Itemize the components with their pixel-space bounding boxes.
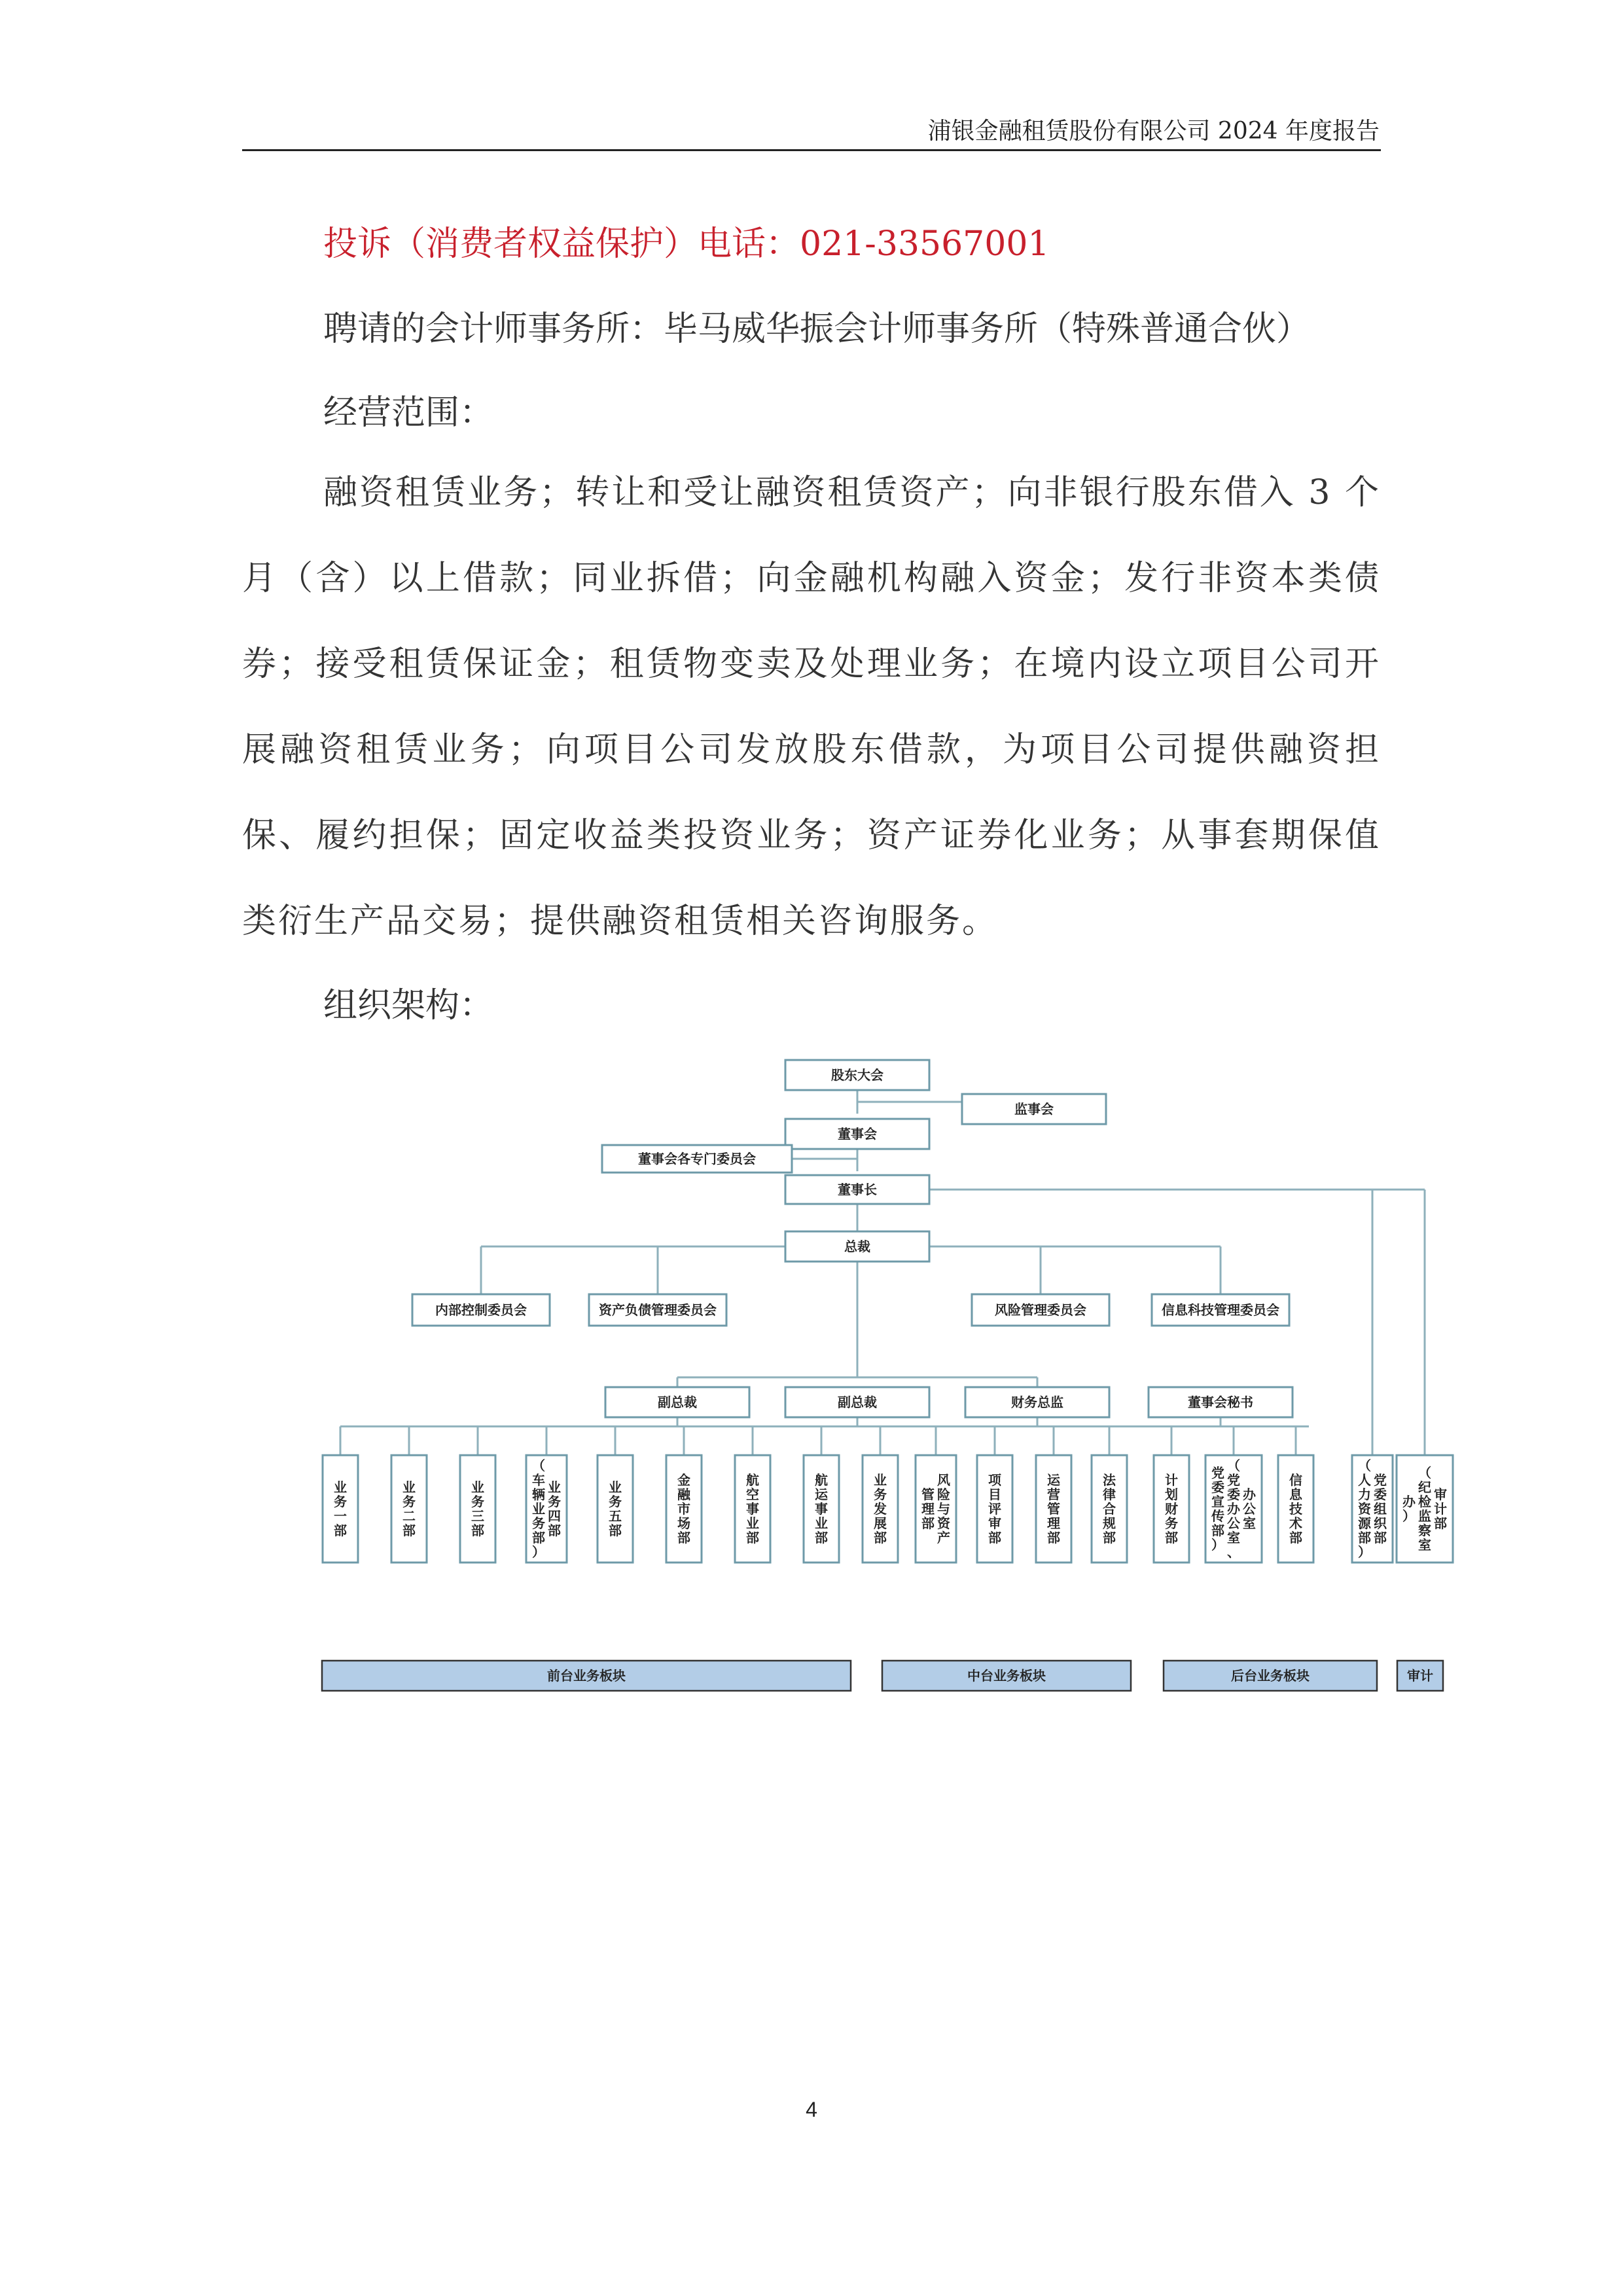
department-label-char: 部 xyxy=(532,1530,545,1545)
node-president xyxy=(785,1231,929,1262)
department-label-char: 部 xyxy=(921,1515,935,1531)
department-label-char: 部 xyxy=(1358,1530,1371,1545)
department-label-char: 运 xyxy=(815,1487,828,1502)
department-label-char: 项 xyxy=(988,1472,1001,1488)
department-label-char: 织 xyxy=(1374,1515,1387,1531)
department-label-char: 委 xyxy=(1227,1487,1240,1502)
node-officer xyxy=(785,1387,929,1417)
header-divider xyxy=(242,149,1381,151)
segment-middle-office xyxy=(882,1661,1131,1691)
svg-text:内部控制委员会: 内部控制委员会 xyxy=(435,1302,527,1318)
department-label-char: 运 xyxy=(1047,1472,1060,1488)
department-label-char: （ xyxy=(1418,1465,1431,1481)
department-label-char: （ xyxy=(1227,1458,1240,1474)
segment-back-office xyxy=(1164,1661,1377,1691)
department-label-char: 部 xyxy=(746,1530,759,1545)
department-label-char: 察 xyxy=(1418,1523,1431,1538)
department-label-char: 委 xyxy=(1211,1479,1224,1495)
department-label-char: 部 xyxy=(988,1530,1001,1545)
department-box xyxy=(1154,1455,1189,1563)
department-label-char: 合 xyxy=(1103,1501,1116,1517)
department-label-char: 航 xyxy=(815,1472,828,1488)
department-label-char: 检 xyxy=(1418,1494,1431,1510)
department-label-char: 部 xyxy=(1434,1515,1447,1531)
department-label-char: 组 xyxy=(1374,1501,1387,1517)
department-label-char: 理 xyxy=(921,1501,935,1517)
node-officer xyxy=(1149,1387,1293,1417)
department-label-char: 航 xyxy=(746,1472,759,1488)
department-label-char: （ xyxy=(1358,1458,1371,1474)
department-box xyxy=(977,1455,1012,1563)
svg-text:审计: 审计 xyxy=(1407,1668,1433,1684)
department-label-char: 法 xyxy=(1103,1472,1116,1488)
department-label-char: 计 xyxy=(1434,1501,1447,1517)
department-label-char: 部 xyxy=(402,1523,416,1538)
department-label-char: 务 xyxy=(471,1494,484,1510)
department-label-char: 办 xyxy=(1402,1494,1416,1510)
department-box xyxy=(916,1455,956,1563)
department-label-char: 审 xyxy=(1434,1487,1447,1502)
department-label-char: 部 xyxy=(815,1530,828,1545)
svg-text:董事长: 董事长 xyxy=(838,1182,877,1197)
running-header: 浦银金融租赁股份有限公司 2024 年度报告 xyxy=(927,118,1380,145)
department-label-char: 业 xyxy=(402,1479,416,1495)
department-label-char: 党 xyxy=(1227,1472,1240,1488)
svg-text:董事会秘书: 董事会秘书 xyxy=(1188,1394,1253,1410)
department-label-char: 管 xyxy=(921,1487,935,1502)
department-label-char: （ xyxy=(532,1458,545,1474)
department-label-char: 规 xyxy=(1103,1515,1116,1531)
department-label-char: 空 xyxy=(746,1487,759,1502)
node-officer xyxy=(965,1387,1109,1417)
complaint-phone-line: 投诉（消费者权益保护）电话：021-33567001 xyxy=(323,224,1050,264)
department-label-char: 部 xyxy=(874,1530,887,1545)
department-label-char: 办 xyxy=(1227,1501,1240,1517)
department-box xyxy=(863,1455,898,1563)
svg-text:前台业务板块: 前台业务板块 xyxy=(547,1668,626,1684)
department-label-char: 产 xyxy=(937,1530,950,1545)
department-box xyxy=(804,1455,839,1563)
svg-text:中台业务板块: 中台业务板块 xyxy=(967,1668,1046,1684)
department-label-char: 三 xyxy=(471,1508,484,1524)
department-label-char: 计 xyxy=(1165,1472,1178,1488)
department-label-char: 监 xyxy=(1418,1508,1431,1524)
department-label-char: 部 xyxy=(1103,1530,1116,1545)
department-label-char: 务 xyxy=(532,1515,545,1531)
department-label-char: ） xyxy=(1402,1508,1416,1524)
department-label-char: 人 xyxy=(1358,1472,1371,1488)
department-label-char: 律 xyxy=(1103,1487,1116,1502)
department-label-char: 业 xyxy=(746,1515,759,1531)
department-box xyxy=(1278,1455,1313,1563)
department-label-char: 办 xyxy=(1243,1487,1256,1502)
department-label-char: 室 xyxy=(1243,1515,1256,1531)
node-shareholders xyxy=(785,1060,929,1090)
department-label-char: 业 xyxy=(815,1515,828,1531)
department-label-char: 力 xyxy=(1358,1487,1371,1502)
department-label-char: 五 xyxy=(609,1508,622,1524)
svg-text:信息科技管理委员会: 信息科技管理委员会 xyxy=(1162,1302,1279,1318)
department-label-char: 务 xyxy=(1165,1515,1178,1531)
business-scope-label: 经营范围： xyxy=(323,393,494,433)
department-label-char: 党 xyxy=(1211,1465,1224,1481)
department-label-char: 业 xyxy=(334,1479,347,1495)
department-box xyxy=(1397,1455,1453,1563)
segment-front-office xyxy=(322,1661,851,1691)
business-scope-paragraph: 融资租赁业务；转让和受让融资租赁资产；向非银行股东借入 3 个月（含）以上借款；同业拆借；向金融机构融入资金；发行非资本类债券；接受租赁保证金；租赁物变卖及处理业务；在境内设立项目公司开展融资租赁业务；向项目公司发放股东借款，为项目公司提供融资担保、履约担保；固定收益类投资业务；资产证券化业务；从事套期保值类衍生产品交易；提供融资租赁相关咨询服务。 xyxy=(242,473,1381,941)
department-label-char: 理 xyxy=(1047,1515,1060,1531)
department-label-char: 评 xyxy=(988,1501,1001,1517)
svg-text:资产负债管理委员会: 资产负债管理委员会 xyxy=(599,1302,717,1318)
svg-text:风险管理委员会: 风险管理委员会 xyxy=(995,1302,1086,1318)
segment-audit xyxy=(1397,1661,1443,1691)
department-label-char: 部 xyxy=(471,1523,484,1538)
department-label-char: 发 xyxy=(874,1501,887,1517)
department-label-char: 金 xyxy=(677,1472,690,1488)
department-box xyxy=(1205,1455,1262,1563)
department-label-char: 宣 xyxy=(1211,1494,1224,1510)
department-label-char: 风 xyxy=(937,1472,950,1488)
department-label-char: 务 xyxy=(874,1487,887,1502)
department-box xyxy=(1352,1455,1393,1563)
svg-text:监事会: 监事会 xyxy=(1014,1101,1054,1117)
department-label-char: 部 xyxy=(1374,1530,1387,1545)
accounting-firm-line: 聘请的会计师事务所：毕马威华振会计师事务所（特殊普通合伙） xyxy=(323,309,1311,349)
org-chart-svg xyxy=(321,1047,1472,1721)
department-label-char: 展 xyxy=(874,1515,887,1531)
svg-text:总裁: 总裁 xyxy=(844,1239,870,1254)
department-label-char: 事 xyxy=(815,1501,828,1517)
department-label-char: 目 xyxy=(988,1487,1001,1502)
department-label-char: 务 xyxy=(334,1494,347,1510)
node-supervisors xyxy=(962,1094,1106,1124)
node-board-committees xyxy=(602,1145,792,1173)
node-chairman xyxy=(785,1175,929,1204)
department-box xyxy=(735,1455,770,1563)
department-label-char: 划 xyxy=(1165,1487,1178,1502)
svg-text:财务总监: 财务总监 xyxy=(1011,1394,1063,1410)
department-label-char: 四 xyxy=(548,1508,561,1524)
department-box xyxy=(1036,1455,1071,1563)
department-label-char: 审 xyxy=(988,1515,1001,1531)
department-label-char: 车 xyxy=(532,1472,545,1488)
department-label-char: 部 xyxy=(1165,1530,1178,1545)
node-committee xyxy=(412,1294,550,1326)
node-committee xyxy=(1152,1294,1289,1326)
department-label-char: 与 xyxy=(937,1501,950,1517)
department-box xyxy=(460,1455,495,1563)
department-label-char: ） xyxy=(1211,1537,1224,1553)
department-label-char: 术 xyxy=(1289,1515,1302,1531)
department-label-char: 务 xyxy=(548,1494,561,1510)
department-label-char: 融 xyxy=(677,1487,690,1502)
department-box xyxy=(666,1455,702,1563)
department-label-char: 场 xyxy=(677,1515,690,1531)
department-label-char: 源 xyxy=(1358,1515,1371,1531)
department-label-char: 公 xyxy=(1243,1501,1256,1517)
department-label-char: 部 xyxy=(334,1523,347,1538)
department-label-char: 险 xyxy=(937,1487,950,1502)
department-label-char: ） xyxy=(532,1544,545,1560)
department-label-char: 管 xyxy=(1047,1501,1060,1517)
svg-text:副总裁: 副总裁 xyxy=(838,1394,877,1410)
department-label-char: 部 xyxy=(677,1530,690,1545)
department-label-char: 、 xyxy=(1227,1544,1240,1560)
department-label-char: 资 xyxy=(937,1515,950,1531)
department-label-char: 委 xyxy=(1374,1487,1387,1502)
svg-text:董事会各专门委员会: 董事会各专门委员会 xyxy=(638,1151,756,1167)
department-label-char: 营 xyxy=(1047,1487,1060,1502)
svg-text:副总裁: 副总裁 xyxy=(658,1394,697,1410)
department-label-char: 业 xyxy=(532,1501,545,1517)
node-officer xyxy=(605,1387,749,1417)
department-label-char: 一 xyxy=(334,1508,347,1524)
svg-text:董事会: 董事会 xyxy=(838,1126,877,1142)
department-box xyxy=(526,1455,567,1563)
department-label-char: 务 xyxy=(609,1494,622,1510)
department-label-char: 技 xyxy=(1289,1501,1302,1517)
department-label-char: 部 xyxy=(609,1523,622,1538)
department-box xyxy=(323,1455,358,1563)
department-label-char: 资 xyxy=(1358,1501,1371,1517)
department-label-char: 业 xyxy=(548,1479,561,1495)
department-label-char: 业 xyxy=(609,1479,622,1495)
department-label-char: 部 xyxy=(1047,1530,1060,1545)
org-chart xyxy=(321,1047,1472,1721)
department-label-char: 室 xyxy=(1418,1537,1431,1553)
department-label-char: 室 xyxy=(1227,1530,1240,1545)
department-box xyxy=(597,1455,633,1563)
node-committee xyxy=(589,1294,726,1326)
org-structure-label: 组织架构： xyxy=(323,986,494,1025)
department-label-char: 传 xyxy=(1211,1508,1224,1524)
department-label-char: 事 xyxy=(746,1501,759,1517)
svg-text:后台业务板块: 后台业务板块 xyxy=(1231,1668,1310,1684)
department-label-char: 党 xyxy=(1374,1472,1387,1488)
department-label-char: 部 xyxy=(1289,1530,1302,1545)
department-label-char: 部 xyxy=(1211,1523,1224,1538)
department-label-char: 部 xyxy=(548,1523,561,1538)
node-board xyxy=(785,1119,929,1149)
department-label-char: 公 xyxy=(1227,1515,1240,1531)
node-committee xyxy=(972,1294,1109,1326)
department-label-char: 业 xyxy=(874,1472,887,1488)
department-label-char: 业 xyxy=(471,1479,484,1495)
department-label-char: 辆 xyxy=(532,1487,545,1502)
svg-text:股东大会: 股东大会 xyxy=(831,1067,883,1083)
department-label-char: 务 xyxy=(402,1494,416,1510)
department-label-char: ） xyxy=(1358,1544,1371,1560)
department-layer xyxy=(323,1455,1453,1563)
department-label-char: 财 xyxy=(1165,1501,1178,1517)
department-box xyxy=(1092,1455,1127,1563)
department-label-char: 二 xyxy=(402,1508,416,1524)
department-label-char: 市 xyxy=(677,1501,690,1517)
department-label-char: 纪 xyxy=(1418,1479,1431,1495)
page-number: 4 xyxy=(806,2098,817,2121)
department-label-char: 息 xyxy=(1289,1487,1302,1502)
department-box xyxy=(391,1455,427,1563)
department-label-char: 信 xyxy=(1289,1472,1302,1488)
